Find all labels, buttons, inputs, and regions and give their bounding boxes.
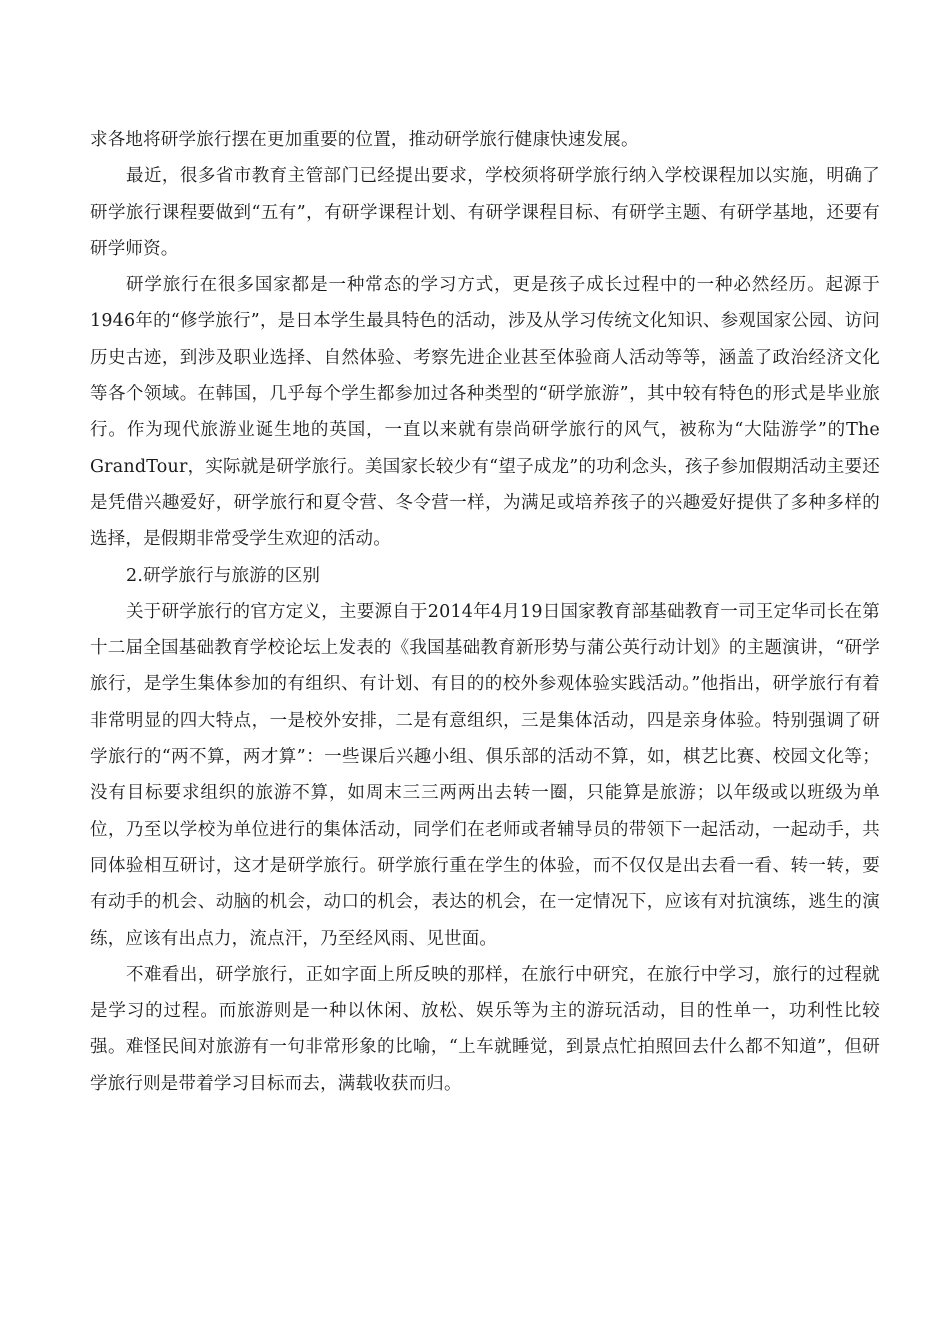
paragraph-other-countries: 研学旅行在很多国家都是一种常态的学习方式，更是孩子成长过程中的一种必然经历。起源于1946年的“修学旅行”，是日本学生最具特色的活动，涉及从学习传统文化知识、参观国家公园、访问历史古迹，到涉及职业选择、自然体验、考察先进企业甚至体验商人活动等等，涵盖了政治经济文化等各个领域。在韩国，几乎每个学生都参加过各种类型的“研学旅游”，其中较有特色的形式是毕业旅行。作为现代旅游业诞生地的英国，一直以来就有崇尚研学旅行的风气，被称为“大陆游学”的The GrandTour，实际就是研学旅行。美国家长较少有“望子成龙”的功利念头，孩子参加假期活动主要还是凭借兴趣爱好，研学旅行和夏令营、冬令营一样，为满足或培养孩子的兴趣爱好提供了多种多样的选择，是假期非常受学生欢迎的活动。	[90, 275, 880, 550]
paragraph-official-definition: 关于研学旅行的官方定义，主要源自于2014年4月19日国家教育部基础教育一司王定华司长在第十二届全国基础教育学校论坛上发表的《我国基础教育新形势与蒲公英行动计划》的主题演讲，“研学旅行，是学生集体参加的有组织、有计划、有目的的校外参观体验实践活动。”他指出，研学旅行有着非常明显的四大特点，一是校外安排，二是有意组织，三是集体活动，四是亲身体验。特别强调了研学旅行的“两不算，两才算”：一些课后兴趣小组、俱乐部的活动不算，如，棋艺比赛、校园文化等；没有目标要求组织的旅游不算，如周末三三两两出去转一圈，只能算是旅游；以年级或以班级为单位，乃至以学校为单位进行的集体活动，同学们在老师或者辅导员的带领下一起活动，一起动手，共同体验相互研讨，这才是研学旅行。研学旅行重在学生的体验，而不仅仅是出去看一看、转一转，要有动手的机会、动脑的机会，动口的机会，表达的机会，在一定情况下，应该有对抗演练，逃生的演练，应该有出点力，流点汗，乃至经风雨、见世面。	[90, 601, 880, 949]
body-text	[90, 122, 880, 1102]
section-heading: 2.研学旅行与旅游的区别	[126, 565, 321, 586]
paragraph-conclusion: 不难看出，研学旅行，正如字面上所反映的那样，在旅行中研究，在旅行中学习，旅行的过程就是学习的过程。而旅游则是一种以休闲、放松、娱乐等为主的游玩活动，目的性单一，功利性比较强。难怪民间对旅游有一句非常形象的比喻，“上车就睡觉，到景点忙拍照回去什么都不知道”，但研学旅行则是带着学习目标而去，满载收获而归。	[90, 964, 880, 1094]
paragraph-continuation: 求各地将研学旅行摆在更加重要的位置，推动研学旅行健康快速发展。	[90, 130, 639, 150]
paragraph-requirements: 最近，很多省市教育主管部门已经提出要求，学校须将研学旅行纳入学校课程加以实施，明确了研学旅行课程要做到“五有”，有研学课程计划、有研学课程目标、有研学主题、有研学基地，还要有研学师资。	[90, 166, 880, 259]
